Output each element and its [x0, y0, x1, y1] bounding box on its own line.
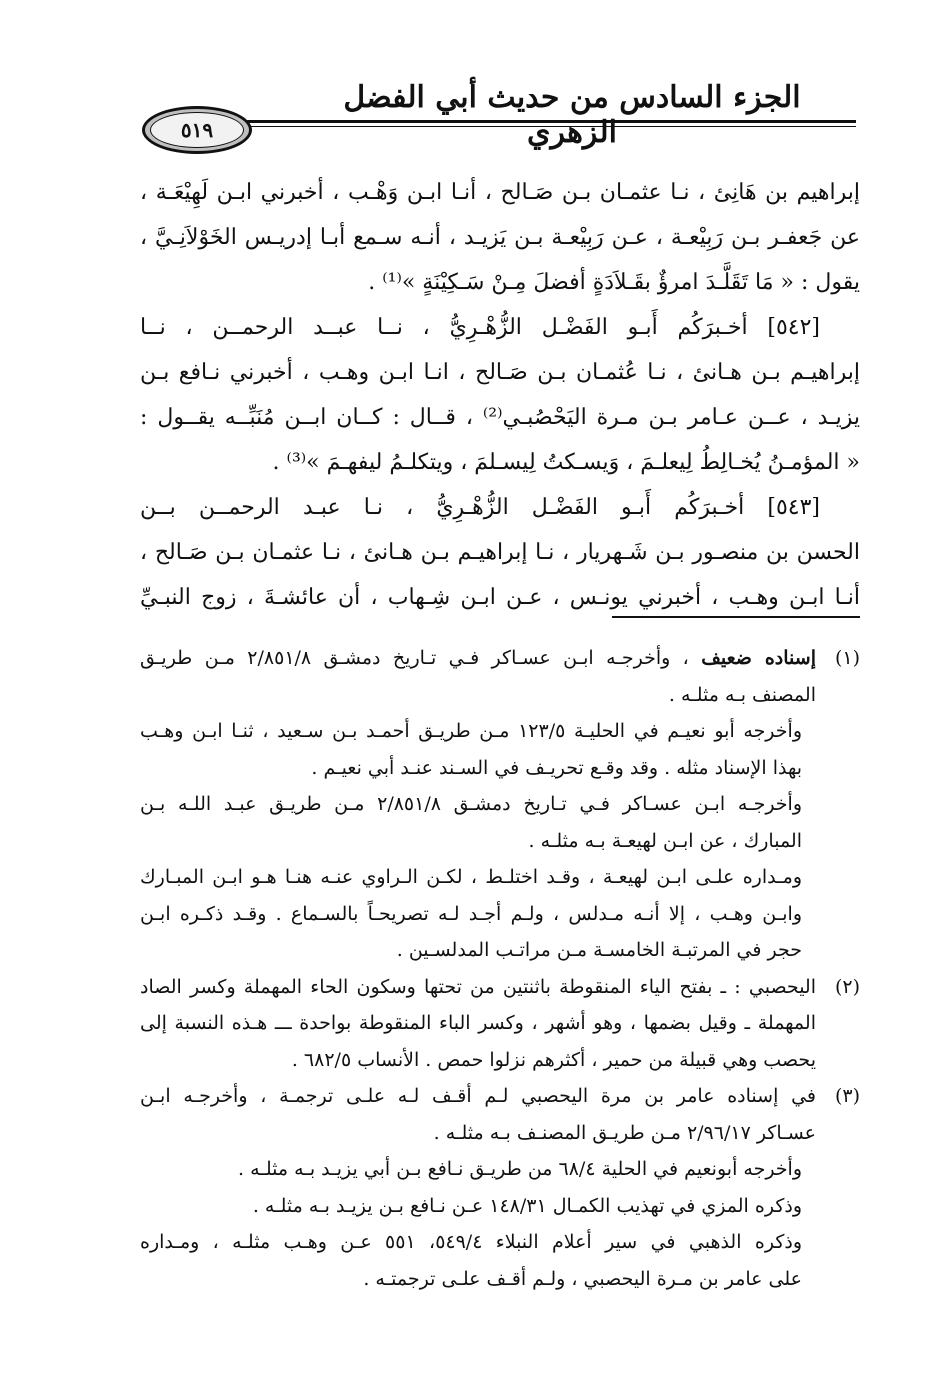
text-line: إبراهيـم بـن هـانئ ، نـا عُثمـان بـن صَـالح ، انـا ابـن وهـب ، أخبرني نـافع بـن: [140, 360, 860, 385]
running-title: الجزء السادس من حديث أبي الفضل الزهري: [343, 80, 801, 150]
footnote-line: ومـداره علـى ابـن لهيعـة ، وقـد اختلـط ، لكـن الـراوي عنـه هنـا هـو ابـن المبـارك: [140, 866, 802, 888]
footnote-2: [140, 969, 860, 1079]
footnote-line: وأخرجـه ابـن عسـاكر فـي تـاريخ دمشـق ٢/٨٥١/٨ مـن طريـق عبـد اللـه بـن: [140, 793, 803, 815]
page-number-oval: [150, 112, 244, 148]
footnote-separator: [612, 616, 860, 618]
text-line: عن جَعفـر بـن رَبِيْعـة ، عـن رَبِيْعـة بـن يَزيـد ، أنـه سـمع أبـا إدريـس الخَوْلاَنِـيَّ ،: [140, 225, 860, 250]
footnote-line: وابـن وهـب ، إلا أنـه مـدلس ، ولـم أجـد لـه تصريحـاً بالسـماع . وقـد ذكـره ابـن: [140, 902, 802, 925]
footnote-number: (٢): [834, 975, 860, 998]
footnote-line: على عامر بن مـرة اليحصبي ، ولـم أقـف علـى ترجمتـه .: [363, 1267, 802, 1290]
footnote-line-text: ، وأخرجـه ابـن عسـاكر فـي تـاريخ دمشـق ٢/٨٥١/٨ مـن طريـق: [140, 647, 702, 669]
text-line: [٥٤٢] أخـبرَكُم أَبـو الفَضْـل الزُّهْـرِيُّ ، نــا عبــد الرحمــن ، نــا: [140, 315, 820, 340]
footnote-number: (١): [834, 647, 860, 669]
page-number-badge: [142, 106, 252, 154]
text-line: إبراهيم بن هَانِئ ، نـا عثمـان بـن صَـالح ، أنـا ابـن وَهْـب ، أخبرني ابـن لَهِيْعَـة ،: [140, 180, 860, 205]
text-line: يقول : « مَا تَقَلَّـدَ امرؤٌ بقَـلاَدَةٍ أفضلَ مِـنْ سَـكِيْنَةٍ »⁽¹⁾ .: [368, 270, 860, 295]
footnote-3: [140, 1078, 860, 1297]
footnote-line: المهملة ـ وقيل بضمها ، وهو أشهر ، وكسر الباء المنقوطة بواحدة ـــ هـذه النسبة إلى: [140, 1012, 816, 1034]
main-text: [140, 170, 860, 620]
footnote-line: وأخرجه أبو نعيـم في الحليـة ١٢٣/٥ مـن طريـق أحمـد بـن سـعيد ، ثنـا ابـن وهـب: [140, 720, 802, 742]
footnote-line: وذكره المزي في تهذيب الكمـال ١٤٨/٣١ عـن نـافع بـن يزيـد بـه مثلـه .: [252, 1194, 802, 1217]
footnote-line: وذكره الذهبي في سير أعلام النبلاء ٥٤٩/٤، ٥٥١ عـن وهـب مثلـه ، ومـداره: [140, 1231, 802, 1253]
text-line: [٥٤٣] أخـبرَكُم أَبـو الفَضْـل الزُّهْـرِيُّ ، نـا عبـد الرحمــن بــن: [140, 495, 820, 520]
footnote-number: (٣): [834, 1085, 860, 1107]
footnote-line: في إسناده عامر بن مرة اليحصبي لـم أقـف لـه علـى ترجمـة ، وأخرجـه ابـن: [140, 1085, 816, 1107]
footnote-line: المبارك ، عن ابـن لهيعـة بـه مثلـه .: [528, 829, 802, 852]
footnote-line: يحصب وهي قبيلة من حمير ، أكثرهم نزلوا حمص . الأنساب ٦٨٢/٥ .: [291, 1048, 816, 1071]
text-line: « المؤمـنُ يُخـالِطُ لِيعلـمَ ، وَيسـكتُ لِيسـلمَ ، ويتكلـمُ ليفهـمَ »⁽³⁾ .: [272, 450, 860, 475]
text-line: يزيـد ، عــن عـامر بـن مـرة اليَحْصُبـي⁽²⁾ ، قــال : كــان ابــن مُنَبِّــه يقــول :: [140, 405, 860, 430]
text-line: الحسن بن منصـور بـن شَـهريار ، نـا إبراهيـم بـن هـانئ ، نـا عثمـان بـن صَـالح ،: [140, 540, 860, 565]
footnote-line: المصنف بـه مثلـه .: [668, 683, 816, 706]
footnote-bold-label: إسناده ضعيف: [701, 647, 816, 669]
header-rule-thin: [232, 126, 856, 127]
footnote-line: اليحصبي : ـ بفتح الياء المنقوطة باثنتين من تحتها وسكون الحاء المهملة وكسر الصاد: [140, 975, 816, 998]
footnote-line: وأخرجه أبونعيم في الحلية ٦٨/٤ من طريـق نـافع بـن أبي يزيـد بـه مثلـه .: [238, 1158, 802, 1180]
footnote-1: [140, 640, 860, 969]
footnote-line: حجر في المرتبـة الخامسـة مـن مراتـب المدلسـين .: [396, 939, 802, 961]
footnote-line: عسـاكر ٢/٩٦/١٧ مـن طريـق المصنـف بـه مثلـه .: [433, 1121, 816, 1144]
footnote-line: بهذا الإسناد مثله . وقد وقـع تحريـف في السـند عنـد أبي نعيـم .: [311, 756, 802, 779]
footnote-line: [140, 640, 816, 677]
page-header: [140, 76, 860, 166]
header-rule: [232, 120, 856, 123]
text-line: أنـا ابـن وهـب ، أخبرني يونـس ، عـن ابـن شِـهاب ، أن عائشـةَ ، زوج النبـيِّ: [140, 585, 860, 610]
page-number: ٥١٩: [180, 118, 214, 142]
footnotes: [140, 640, 860, 1297]
